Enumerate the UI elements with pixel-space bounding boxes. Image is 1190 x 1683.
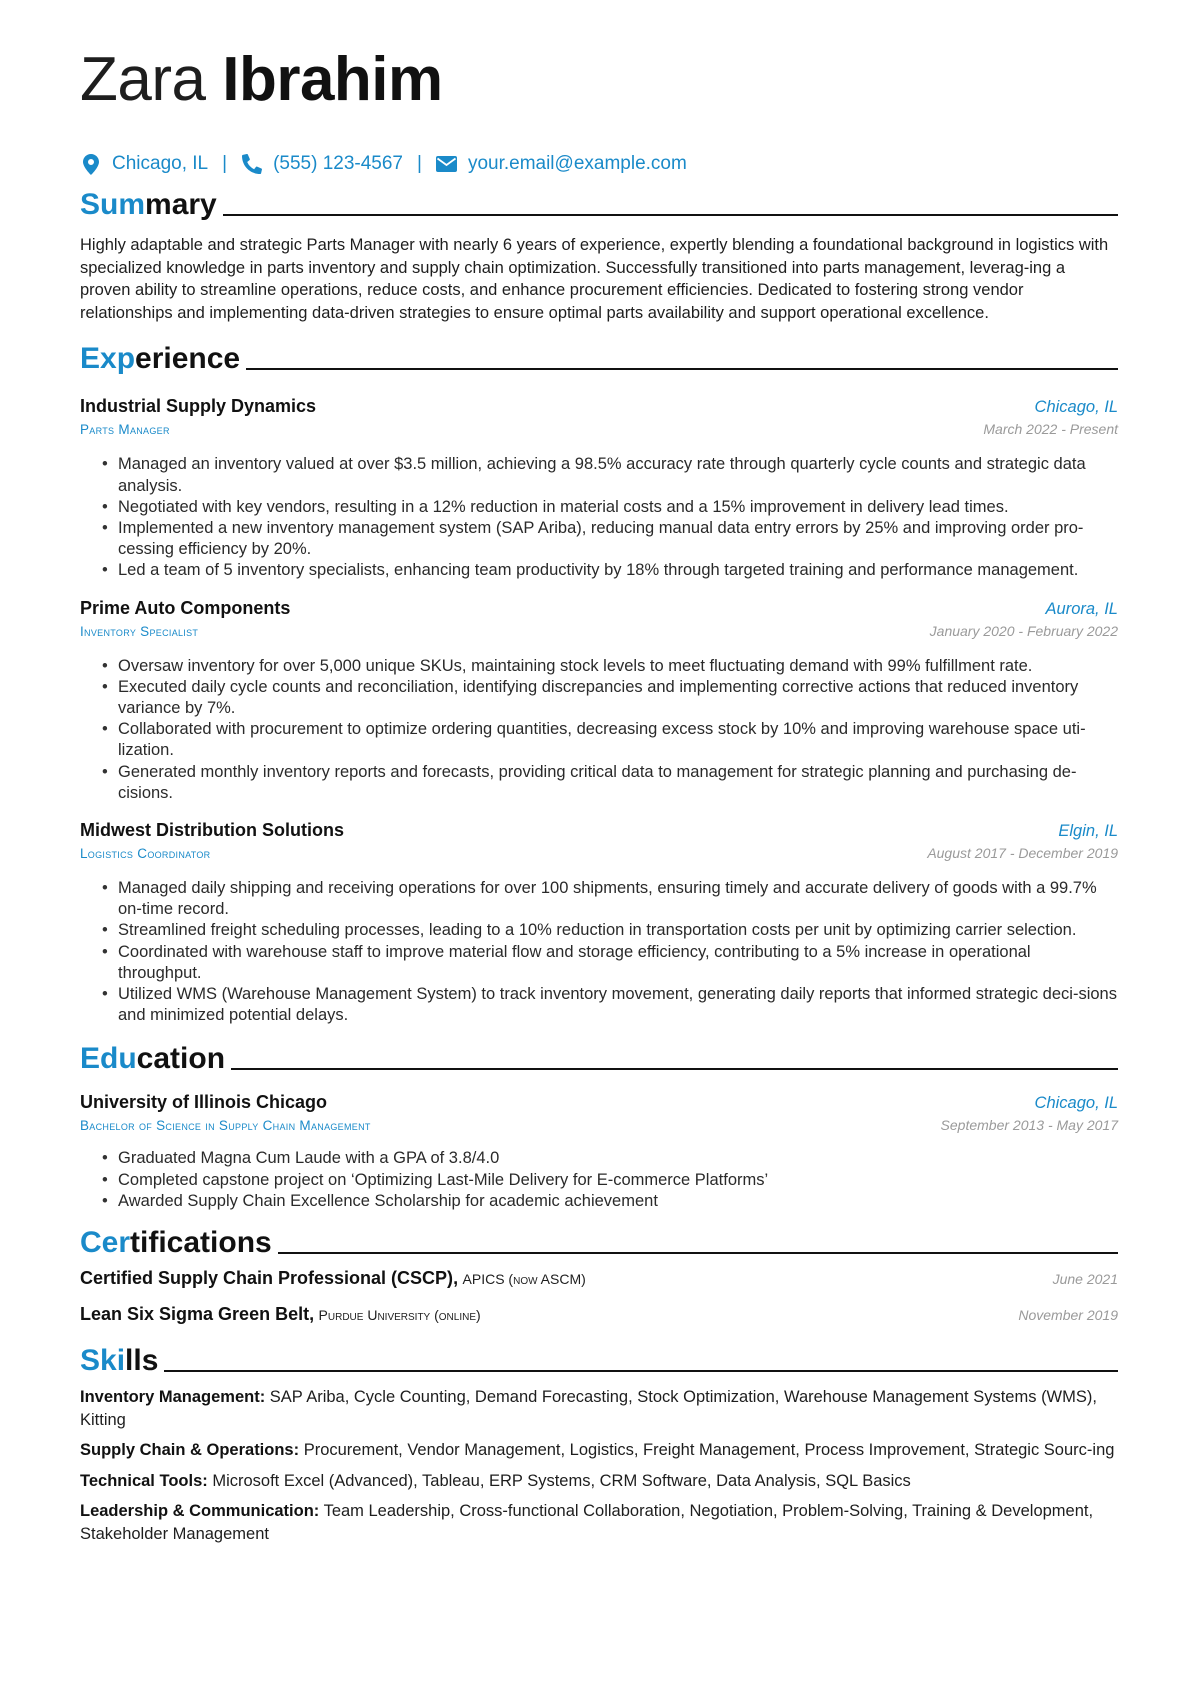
list-item: • Negotiated with key vendors, resulting in a 12% reduction in material costs and a 15% improvement in delivery lead times. <box>80 497 1118 518</box>
achievement-list <box>80 454 1118 581</box>
summary-heading <box>80 184 1118 222</box>
contact-separator: | <box>222 153 228 174</box>
list-item: • Managed an inventory valued at over $3.5 million, achieving a 98.5% accuracy rate through quarterly cycle counts and strategic data analysis. <box>80 454 1118 496</box>
contact-email[interactable] <box>436 153 687 175</box>
certification-name: Certified Supply Chain Professional (CSCP) <box>80 1268 454 1289</box>
skill-group <box>80 1386 1118 1431</box>
skill-category: Leadership & Communication: <box>80 1502 320 1521</box>
job-location: Aurora, IL <box>1045 599 1118 618</box>
candidate-name <box>80 40 1118 120</box>
certification-item: Certified Supply Chain Professional (CSCP), APICS (now ASCM) June 2021 <box>80 1268 1118 1289</box>
achievement-list <box>80 1148 1118 1212</box>
skills-heading <box>80 1340 1118 1378</box>
certification-list <box>80 1268 1118 1340</box>
job-dates: August 2017 - December 2019 <box>927 845 1118 862</box>
list-item: • Coordinated with warehouse staff to improve material flow and storage efficiency, contributing to a 5% increase in operational throughput. <box>80 942 1118 984</box>
list-item: • Managed daily shipping and receiving operations for over 100 shipments, ensuring timely and accurate delivery of goods with a 99.7% on-time record. <box>80 878 1118 920</box>
list-item: • Utilized WMS (Warehouse Management System) to track inventory movement, generating daily reports that informed strategic deci-sions and minimized potential delays. <box>80 984 1118 1026</box>
last-name: Ibrahim <box>222 45 443 114</box>
email-link[interactable]: your.email@example.com <box>467 153 687 174</box>
section-divider <box>278 1252 1118 1254</box>
list-item: • Graduated Magna Cum Laude with a GPA of 3.8/4.0 <box>80 1148 1118 1169</box>
contact-phone[interactable] <box>241 153 403 175</box>
skill-group <box>80 1470 1118 1493</box>
section-title: Skills <box>80 1344 159 1378</box>
list-item: • Implemented a new inventory management system (SAP Ariba), reducing manual data entry errors by 25% and improving order pro-cessing efficiency by 20%. <box>80 518 1118 560</box>
company-name: Prime Auto Components <box>80 597 291 618</box>
certification-issuer: APICS (now ASCM) <box>462 1271 586 1288</box>
contact-separator: | <box>417 153 422 174</box>
job-dates: January 2020 - February 2022 <box>929 622 1118 639</box>
experience-entry <box>80 818 1118 1026</box>
job-title: Inventory Specialist <box>80 623 199 639</box>
section-divider <box>246 368 1118 370</box>
section-divider <box>223 214 1118 216</box>
list-item: • Executed daily cycle counts and reconciliation, identifying discrepancies and implementing corrective actions that reduced inventory variance by 7%. <box>80 677 1118 719</box>
summary-text: Highly adaptable and strategic Parts Manager with nearly 6 years of experience, expertly blending a foundational background in logistics with specialized knowledge in parts inventory and supply chain optimization. Successfully transitioned into parts management, leverag-ing a proven ability to streamline operations, reduce costs, and enhance procurement efficiencies. Dedicated to fostering strong vendor relationships and implementing data-driven strategies to ensure optimal parts availability and support operational excellence. <box>80 236 1109 322</box>
job-title: Logistics Coordinator <box>80 846 211 862</box>
achievement-list <box>80 878 1118 1026</box>
certification-date: June 2021 <box>1052 1271 1118 1288</box>
list-item: • Led a team of 5 inventory specialists, enhancing team productivity by 18% through targeted training and performance management. <box>80 560 1118 581</box>
degree-title: Bachelor of Science in Supply Chain Management <box>80 1118 371 1134</box>
section-title: Summary <box>80 188 217 221</box>
skill-category: Inventory Management: <box>80 1388 266 1407</box>
skill-group <box>80 1500 1118 1545</box>
section-title: Experience <box>80 342 241 376</box>
list-item: • Completed capstone project on ‘Optimizing Last-Mile Delivery for E-commerce Platforms’ <box>80 1170 1118 1191</box>
section-title: Education <box>80 1042 226 1076</box>
section-divider <box>164 1370 1118 1372</box>
section-divider <box>231 1068 1118 1070</box>
contact-location <box>80 153 208 175</box>
skill-category: Technical Tools: <box>80 1471 208 1490</box>
skill-group <box>80 1439 1118 1462</box>
education-heading <box>80 1038 1118 1076</box>
location-text: Chicago, IL <box>112 153 209 174</box>
education-dates: September 2013 - May 2017 <box>940 1117 1118 1134</box>
experience-entry <box>80 596 1118 804</box>
list-item: • Streamlined freight scheduling processes, leading to a 10% reduction in transportation costs per unit by optimizing carrier selection. <box>80 920 1118 941</box>
education-entry <box>80 1090 1118 1212</box>
job-title: Parts Manager <box>80 422 170 438</box>
map-pin-icon <box>80 153 102 175</box>
job-location: Elgin, IL <box>1058 822 1118 841</box>
resume-page <box>80 40 1118 1546</box>
school-name: University of Illinois Chicago <box>80 1092 328 1113</box>
certification-name: Lean Six Sigma Green Belt <box>80 1304 310 1325</box>
company-name: Industrial Supply Dynamics <box>80 396 317 417</box>
certification-issuer: Purdue University (online) <box>318 1307 481 1324</box>
skill-values: Microsoft Excel (Advanced), Tableau, ERP Systems, CRM Software, Data Analysis, SQL Basics <box>212 1471 911 1490</box>
achievement-list <box>80 656 1118 804</box>
experience-heading <box>80 338 1118 376</box>
section-title: Certifications <box>80 1226 272 1260</box>
job-dates: March 2022 - Present <box>983 421 1118 438</box>
skill-category: Supply Chain & Operations: <box>80 1441 300 1460</box>
school-location: Chicago, IL <box>1034 1094 1118 1113</box>
phone-text: (555) 123-4567 <box>273 153 403 174</box>
experience-entry <box>80 394 1118 581</box>
skills-list <box>80 1386 1118 1546</box>
phone-icon <box>241 153 263 175</box>
list-item: • Awarded Supply Chain Excellence Scholarship for academic achievement <box>80 1191 1118 1212</box>
list-item: • Oversaw inventory for over 5,000 unique SKUs, maintaining stock levels to meet fluctuating demand with 99% fulfillment rate. <box>80 656 1118 677</box>
job-location: Chicago, IL <box>1034 398 1118 417</box>
certification-item: Lean Six Sigma Green Belt, Purdue University (online) November 2019 <box>80 1304 1118 1325</box>
skill-values: Team Leadership, Cross-functional Collaboration, Negotiation, Problem-Solving, Training & Development, Stakeholder Management <box>80 1502 1094 1544</box>
list-item: • Collaborated with procurement to optimize ordering quantities, decreasing excess stock by 10% and improving warehouse space uti-lization. <box>80 719 1118 761</box>
list-item: • Generated monthly inventory reports and forecasts, providing critical data to management for strategic planning and purchasing de-cisions. <box>80 762 1118 804</box>
company-name: Midwest Distribution Solutions <box>80 820 344 841</box>
skill-values: SAP Ariba, Cycle Counting, Demand Forecasting, Stock Optimization, Warehouse Management Systems (WMS), Kitting <box>80 1388 1097 1429</box>
skill-values: Procurement, Vendor Management, Logistics, Freight Management, Process Improvement, Strategic Sourc-ing <box>303 1441 1115 1460</box>
contact-line <box>80 148 1118 180</box>
envelope-icon <box>436 153 458 175</box>
certifications-heading <box>80 1222 1118 1260</box>
first-name: Zara <box>80 45 206 114</box>
certification-date: November 2019 <box>1018 1307 1118 1324</box>
